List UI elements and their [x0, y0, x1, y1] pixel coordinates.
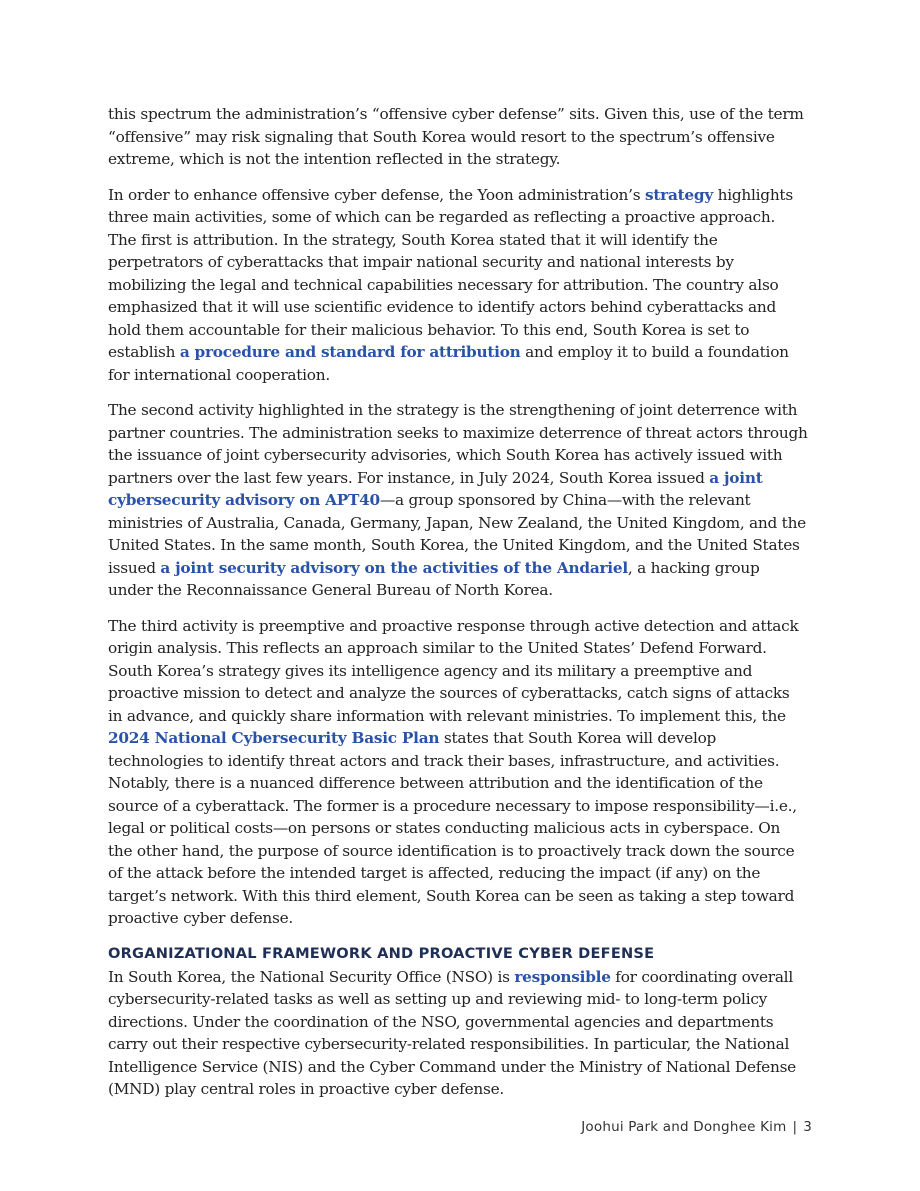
paragraph-intro — [108, 103, 808, 171]
paragraph-text: for coordinating overall cybersecurity-related tasks as well as setting up and reviewing mid- to long-term policy directions. Under the coordination of the NSO, governmental agencies and departments carry out their respective cybersecurity-related responsibilities. In particular, the National Intelligence Service (NIS) and the Cyber Command under the Ministry of National Defense (MND) play central roles in proactive cyber defense. — [108, 967, 796, 1098]
paragraph-text: highlights three main activities, some of which can be regarded as reflecting a proactive approach. The first is attribution. In the strategy, South Korea stated that it will identify the perpetrators of cyberattacks that impair national security and national interests by mobilizing the legal and technical capabilities necessary for attribution. The country also emphasized that it will use scientific evidence to identify actors behind cyberattacks and hold them accountable for their malicious behavior. To this end, South Korea is set to establish — [108, 185, 793, 361]
paragraph-text: this spectrum the administration’s “offensive cyber defense” sits. Given this, use of the term “offensive” may risk signaling that South Korea would resort to the spectrum’s offensive extreme, which is not the intention reflected in the strategy. — [108, 105, 804, 168]
paragraph-text: —a group sponsored by China—with the relevant ministries of Australia, Canada, Germany, Japan, New Zealand, the United Kingdom, and the United States. In the same month, South Korea, the United Kingdom, and the United States issued — [108, 491, 806, 577]
paragraph-organizational-framework — [108, 966, 808, 1101]
footer-separator: | — [792, 1119, 798, 1135]
paragraph-text: The third activity is preemptive and proactive response through active detection and attack origin analysis. This reflects an approach similar to the United States’ Defend Forward. South Korea’s strategy gives its intelligence agency and its military a preemptive and proactive mission to detect and analyze the sources of cyberattacks, catch signs of attacks in advance, and quickly share information with relevant ministries. To implement this, the — [108, 616, 799, 725]
cybersecurity-basic-plan-link[interactable]: 2024 National Cybersecurity Basic Plan — [108, 729, 440, 747]
section-heading: ORGANIZATIONAL FRAMEWORK AND PROACTIVE CYBER DEFENSE — [108, 944, 655, 962]
paragraph-preemptive-response — [108, 615, 808, 930]
paragraph-text: In order to enhance offensive cyber defense, the Yoon administration’s — [108, 185, 645, 204]
paragraph-text: and employ it to build a foundation for international cooperation. — [108, 343, 789, 384]
page-number: 3 — [803, 1119, 812, 1135]
paragraph-joint-deterrence — [108, 399, 808, 602]
paragraph-text: states that South Korea will develop technologies to identify threat actors and track their bases, infrastructure, and activities. Notably, there is a nuanced difference between attribution and the identification of the source of a cyberattack. The former is a procedure necessary to impose responsibility—i.e., legal or political costs—on persons or states conducting malicious acts in cyberspace. On the other hand, the purpose of source identification is to proactively track down the source of the attack before the intended target is affected, reducing the impact (if any) on the target’s network. With this third element, South Korea can be seen as taking a step toward proactive cyber defense. — [108, 729, 797, 927]
paragraph-text: The second activity highlighted in the strategy is the strengthening of joint deterrence with partner countries. The administration seeks to maximize deterrence of threat actors through the issuance of joint cybersecurity advisories, which South Korea has actively issued with partners over the last few years. For instance, in July 2024, South Korea issued — [108, 401, 808, 487]
apt40-advisory-link[interactable]: a joint cybersecurity advisory on APT40 — [108, 468, 763, 509]
responsible-link[interactable]: responsible — [514, 967, 611, 986]
paragraph-text: , a hacking group under the Reconnaissance General Bureau of North Korea. — [108, 558, 760, 599]
document-body — [108, 103, 808, 1114]
paragraph-text: In South Korea, the National Security Office (NSO) is — [108, 967, 515, 986]
page-footer — [581, 1119, 812, 1135]
andariel-advisory-link[interactable]: a joint security advisory on the activities of the Andariel — [160, 558, 628, 577]
paragraph-attribution — [108, 184, 808, 387]
strategy-link[interactable]: strategy — [644, 185, 713, 204]
attribution-procedure-link[interactable]: a procedure and standard for attribution — [179, 343, 521, 361]
footer-authors: Joohui Park and Donghee Kim — [581, 1119, 787, 1135]
